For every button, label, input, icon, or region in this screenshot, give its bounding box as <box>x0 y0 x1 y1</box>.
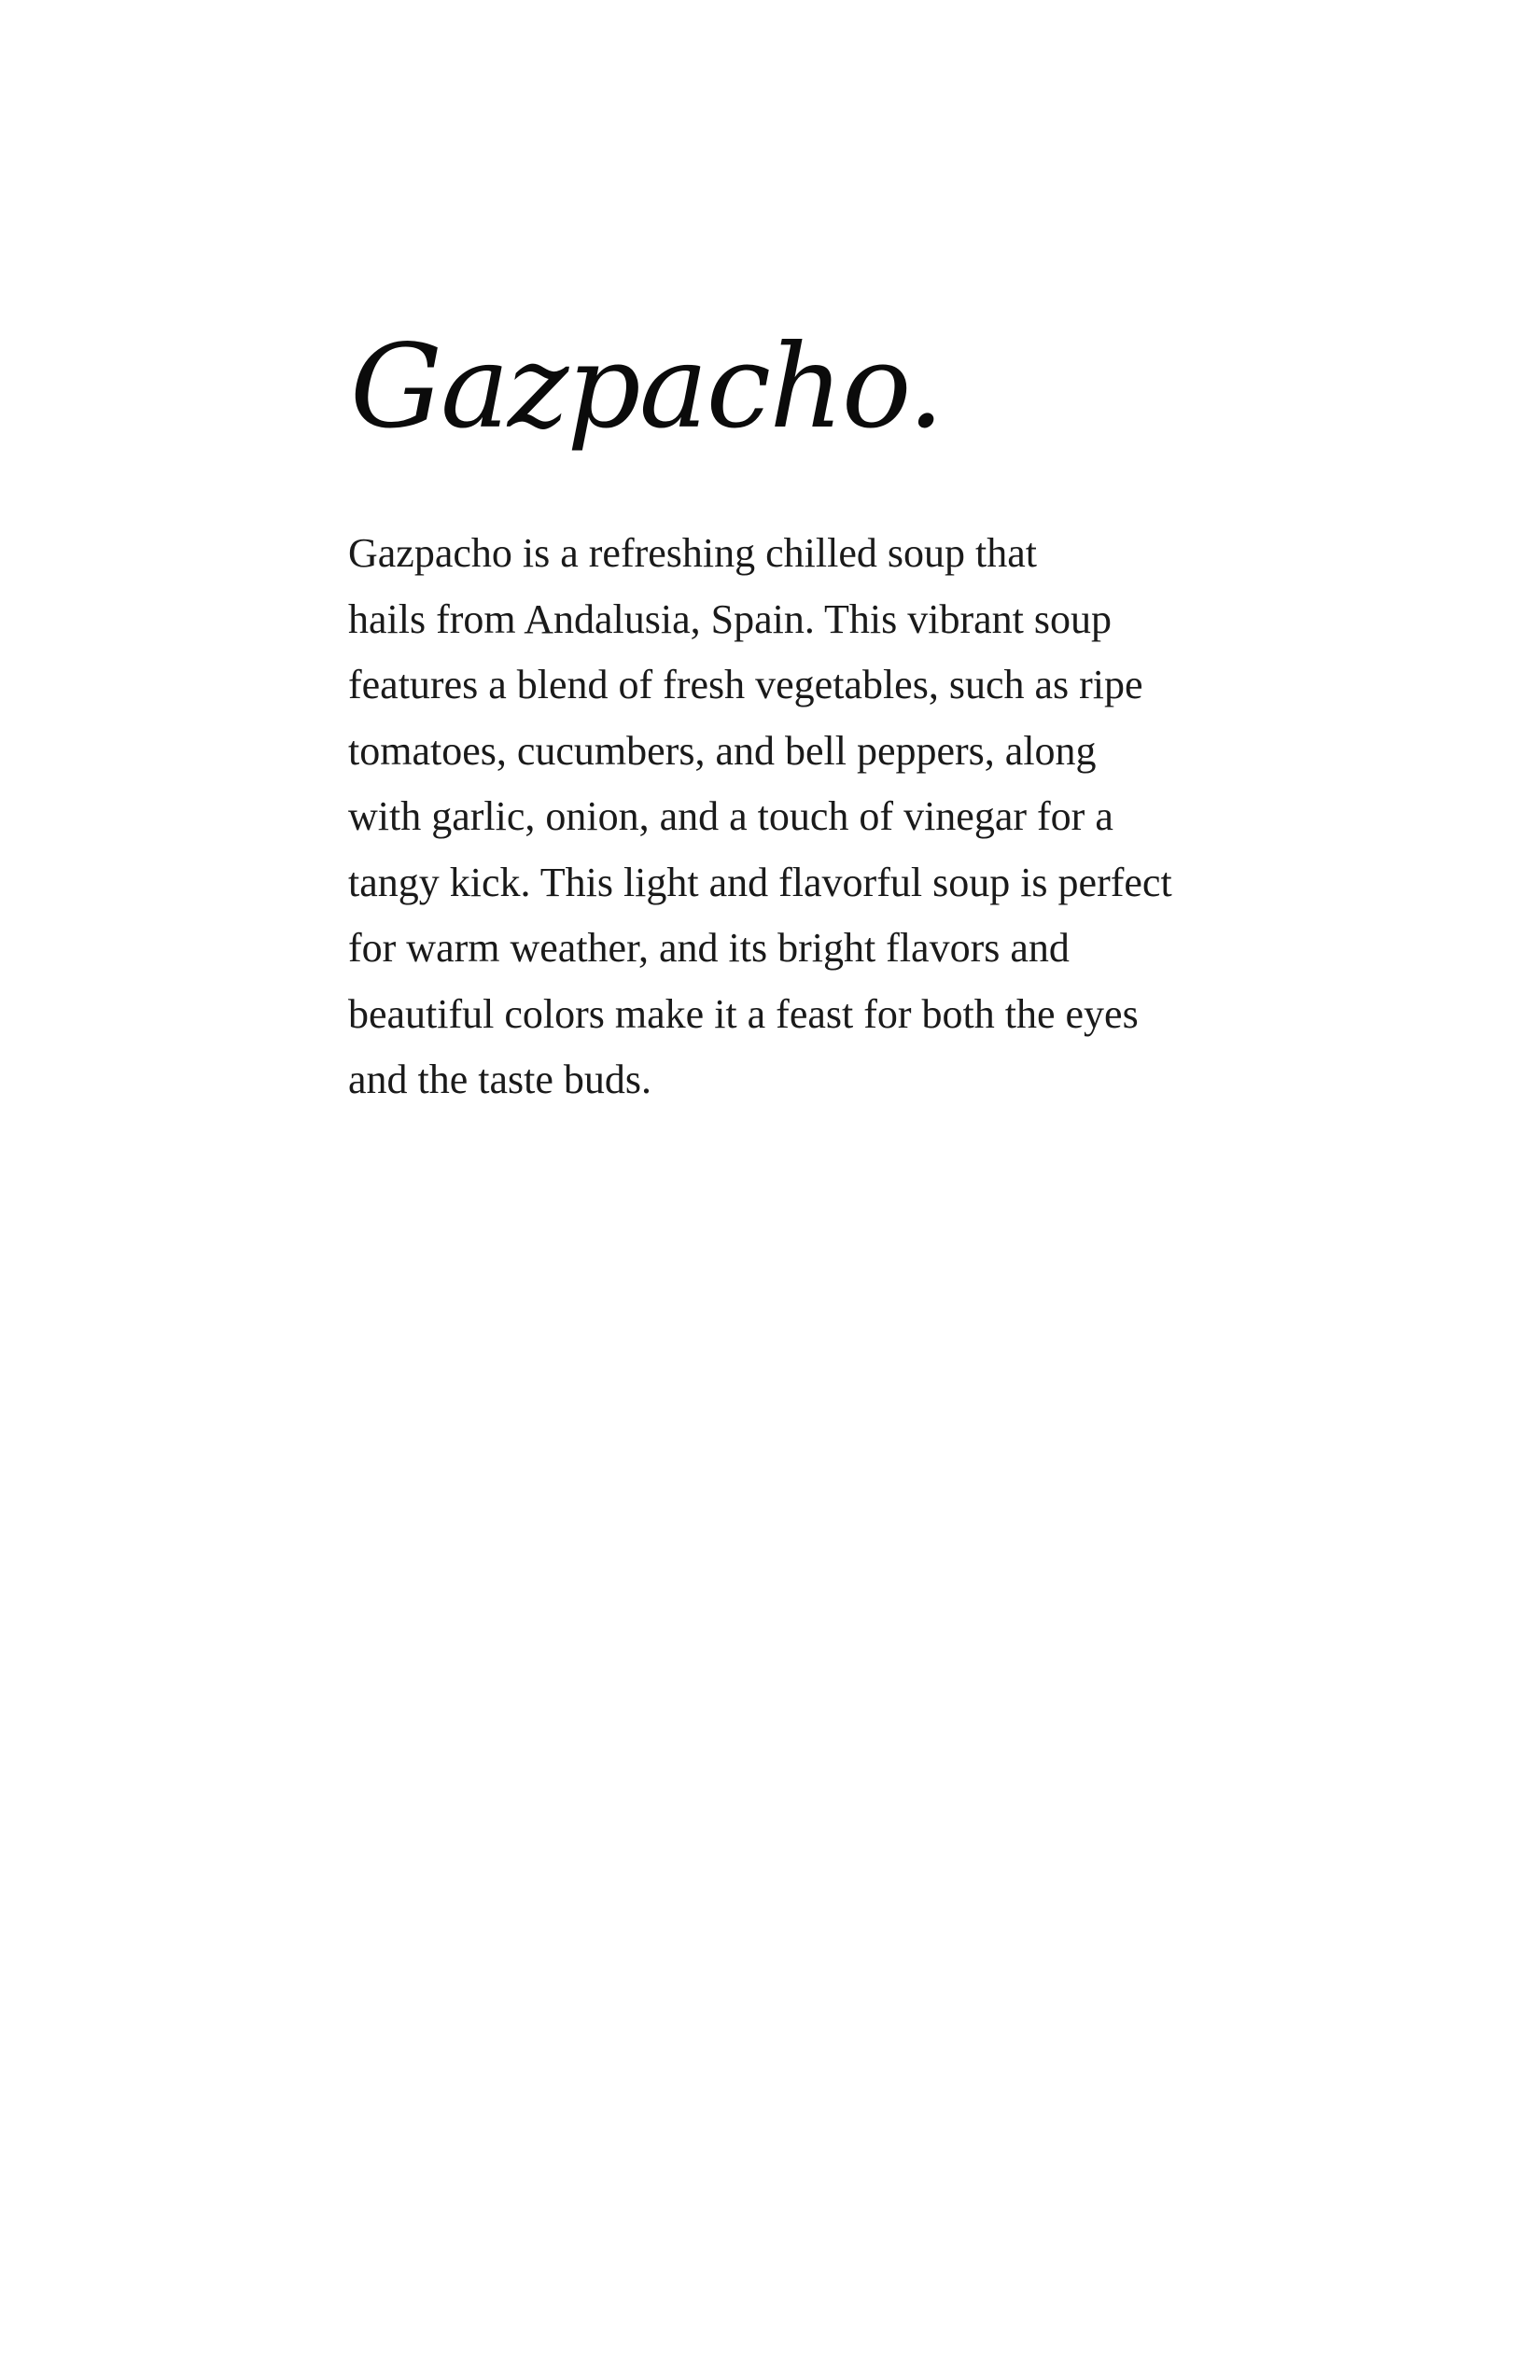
paragraph-line: beautiful colors make it a feast for both the eyes <box>348 990 1139 1037</box>
paragraph-line: hails from Andalusia, Spain. This vibrant soup <box>348 595 1113 642</box>
paragraph-line: with garlic, onion, and a touch of vinegar for a <box>348 793 1113 839</box>
body-paragraph <box>348 521 1207 1113</box>
paragraph-line: tomatoes, cucumbers, and bell peppers, along <box>348 727 1097 774</box>
paragraph-line: tangy kick. This light and flavorful soup is perfect <box>348 859 1172 905</box>
paragraph-line: and the taste buds. <box>348 1057 652 1102</box>
paragraph-line: features a blend of fresh vegetables, such as ripe <box>348 662 1143 707</box>
paragraph-line: for warm weather, and its bright flavors and <box>348 925 1070 971</box>
page-title: Gazpacho. <box>350 320 943 455</box>
paragraph-line: Gazpacho is a refreshing chilled soup that <box>348 530 1037 576</box>
